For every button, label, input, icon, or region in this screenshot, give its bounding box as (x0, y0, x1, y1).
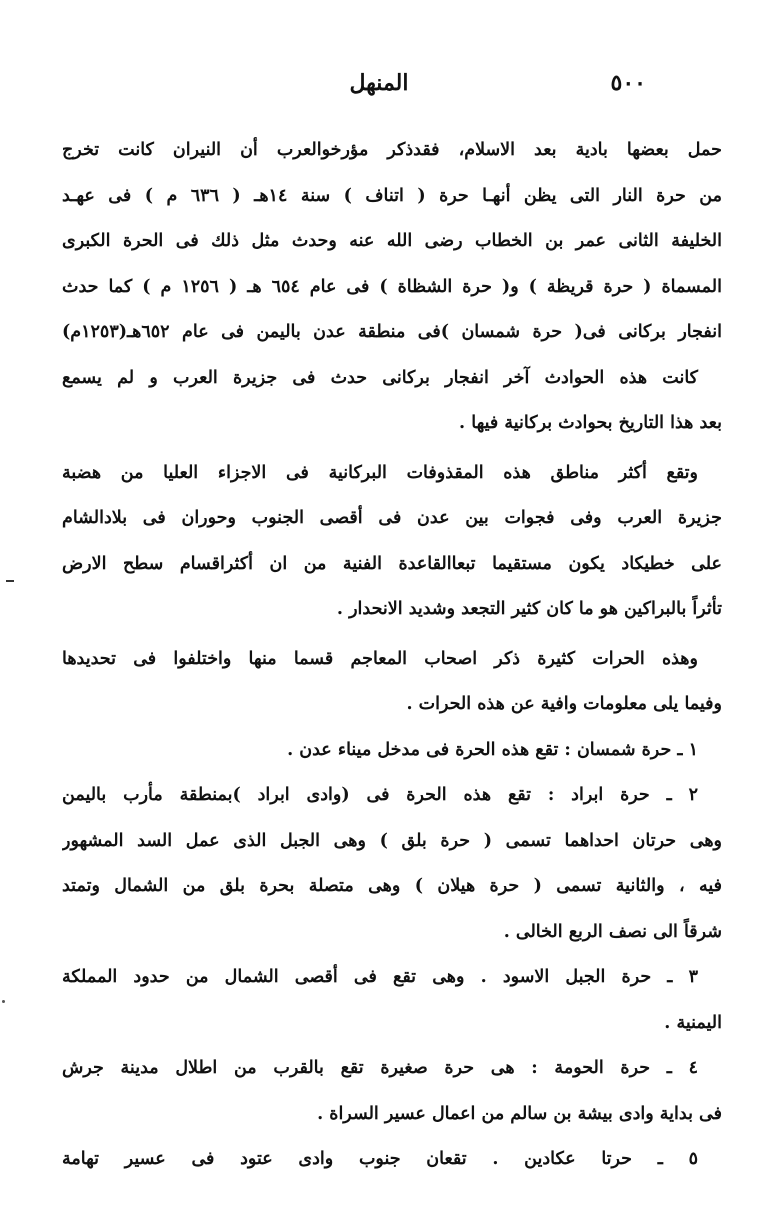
running-title: المنهل (349, 70, 409, 96)
list-item: ٥ ـ حرتا عكادين . تقعان جنوب وادى عتود فى عسير تهامة (62, 1149, 698, 1169)
text-line: شرقاً الى نصف الربع الخالى . (503, 921, 722, 942)
list-item: ١ ـ حرة شمسان : تقع هذه الحرة فى مدخل ميناء عدن . (287, 739, 698, 760)
scan-speck (2, 1000, 5, 1003)
text-line: فى بداية وادى بيشة بن سالم من اعمال عسير السراة . (317, 1103, 722, 1124)
text-line: بعد هذا التاريخ بحوادث بركانية فيها . (459, 413, 722, 433)
text-line: كانت هذه الحوادث آخر انفجار بركانى حدث فى جزيرة العرب و لم يسمع (62, 367, 698, 388)
text-line: على خطيكاد يكون مستقيما تبعاالقاعدة الفنية من ان أكثراقسام سطح الارض (62, 553, 722, 574)
text-line: من حرة النار التى يظن أنهـا حرة ( اتناف ) سنة ١٤هـ ( ٦٣٦ م ) فى عهـد (62, 185, 722, 206)
text-line: اليمنية . (664, 1012, 722, 1033)
list-item: ٤ ـ حرة الحومة : هى حرة صغيرة تقع بالقرب من اطلال مدينة جرش (62, 1058, 698, 1078)
text-line: حمل بعضها بادية بعد الاسلام، فقدذكر مؤرخوالعرب أن النيران كانت تخرج (62, 140, 722, 160)
text-line: المسماة ( حرة قريظة ) و( حرة الشظاة ) فى عام ٦٥٤ هـ ( ١٢٥٦ م ) كما حدث (62, 276, 722, 297)
body-text (62, 128, 722, 1183)
page-number: ٥٠٠ (610, 70, 646, 96)
text-line: وفيما يلى معلومات وافية عن هذه الحرات . (406, 694, 722, 714)
text-line: انفجار بركانى فى( حرة شمسان )فى منطقة عدن باليمن فى عام ٦٥٢هـ(١٢٥٣م) (62, 322, 722, 342)
list-item: ٣ ـ حرة الجبل الاسود . وهى تقع فى أقصى الشمال من حدود المملكة (62, 967, 698, 987)
running-head (0, 70, 758, 104)
text-line: فيه ، والثانية تسمى ( حرة هيلان ) وهى متصلة بحرة بلق من الشمال وتمتد (62, 876, 722, 896)
text-line: تأثراً بالبراكين هو ما كان كثير التجعد وشديد الانحدار . (336, 599, 722, 619)
list-item: ٢ ـ حرة ابراد : تقع هذه الحرة فى (وادى ابراد )بمنطقة مأرب باليمن (62, 785, 698, 805)
scan-speck (6, 580, 14, 582)
text-line: وهذه الحرات كثيرة ذكر اصحاب المعاجم قسما منها واختلفوا فى تحديدها (62, 648, 698, 669)
text-line: وتقع أكثر مناطق هذه المقذوفات البركانية فى الاجزاء العليا من هضبة (62, 462, 698, 483)
text-line: وهى حرتان احداهما تسمى ( حرة بلق ) وهى الجبل الذى عمل السد المشهور (62, 830, 722, 851)
text-line: جزيرة العرب وفى فجوات بين عدن فى أقصى الجنوب وحوران فى بلادالشام (62, 508, 722, 528)
text-line: الخليفة الثانى عمر بن الخطاب رضى الله عنه وحدث مثل ذلك فى الحرة الكبرى (62, 231, 722, 251)
